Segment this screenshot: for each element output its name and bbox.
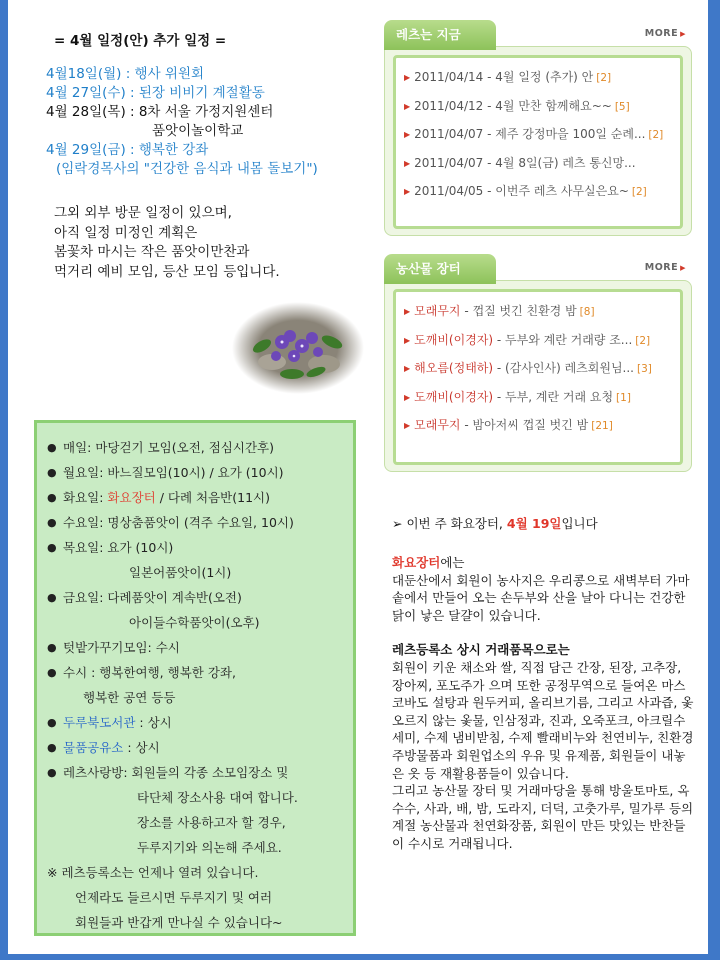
tuesday-market-label: 화요장터	[392, 555, 441, 570]
weekly-item: 아이들수학품앗이(오후)	[129, 615, 260, 630]
post-title: - 두부와 계란 거래량 조...	[493, 332, 633, 347]
comment-count: [2]	[596, 72, 612, 84]
author-name: 도깨비(이경자)	[414, 332, 494, 347]
weekly-label: : 상시	[123, 740, 160, 755]
weekly-item	[47, 735, 353, 760]
weekly-item: ● 매일: 마당걷기 모임(오전, 점심시간후)	[47, 435, 353, 460]
post-title: - 껍질 벗긴 친환경 밤	[460, 304, 577, 318]
paragraph-text: 그리고 농산물 장터 및 거래마당을 통해 방울토마토, 옥수수, 사과, 배, 밤, 도라지, 더덕, 고춧가루, 밀가루 등의 계절 농산물과 천연화장품, 회원이 만든 맛있는 반찬들이 수시로 거래됩니다.	[392, 783, 694, 851]
violet-flower-image	[232, 302, 364, 394]
author-name: 모래무지	[414, 304, 461, 318]
extra-line: 아직 일정 미정인 계획은	[54, 224, 198, 241]
post-link[interactable]	[404, 150, 680, 179]
author-name: 모래무지	[414, 418, 461, 432]
schedule-item: (임락경목사의 "건강한 음식과 내몸 돌보기")	[56, 161, 318, 177]
notice-prefix: ➢ 이번 주 화요장터,	[392, 516, 507, 531]
bullet-arrow-icon: ▶	[404, 364, 411, 373]
paragraph-text: 에는	[440, 555, 465, 570]
post-title: 2011/04/07 - 제주 강정마을 100일 순례...	[414, 127, 646, 141]
weekly-item: 타단체 장소사용 대여 합니다.	[137, 790, 298, 805]
farm-market-list	[393, 289, 683, 465]
schedule-title: = 4월 일정(안) 추가 일정 =	[54, 33, 227, 49]
library-link[interactable]: 두루북도서관	[63, 715, 136, 730]
paragraph-text: 회원이 키운 채소와 쌀, 직접 담근 간장, 된장, 고추장, 장아찌, 포도주가 으며 또한 공정무역으로 들여온 마스코바도 설탕과 원두커피, 올리브기름, 그리고 사과즙, 옻 오르지 않는 옻물, 인삼정과, 진과, 오죽포크, 아크릴수세미, 수제 냄비받침, 수제 빨래비누와 천연비누, 친환경 주방물품과 회원업소의 우유 및 유제품, 회원들이 내놓은 옷 등 재활용품들이 있습니다.	[392, 659, 694, 781]
lets-now-widget	[384, 20, 692, 236]
weekly-item: ● 금요일: 다례품앗이 계속반(오전)	[47, 585, 353, 610]
post-title: - 밤아저씨 껍질 벗긴 밤	[460, 418, 589, 432]
comment-count: [3]	[637, 363, 652, 375]
weekly-note: ※ 레츠등록소는 언제나 열려 있습니다.	[47, 865, 259, 880]
lets-now-tab[interactable]: 레츠는 지금	[384, 20, 496, 50]
weekly-item: 일본어품앗이(1시)	[129, 565, 232, 580]
trade-items-title: 레츠등록소 상시 거래품목으로는	[392, 642, 570, 658]
weekly-label: 화요일:	[63, 490, 108, 505]
weekly-schedule-box	[34, 420, 356, 936]
page	[8, 0, 708, 954]
bullet-arrow-icon: ▶	[404, 307, 411, 316]
author-name: 도깨비(이경자)	[414, 389, 494, 404]
schedule-item: 4월18일(월) : 행사 위원회	[46, 66, 205, 82]
post-title: - 두부, 계란 거래 요청	[493, 389, 614, 404]
schedule-item: 4월 27일(수) : 된장 비비기 계절활동	[46, 85, 265, 101]
comment-count: [21]	[591, 420, 613, 432]
more-link[interactable]: MORE ▶	[645, 262, 686, 273]
trade-items-paragraph	[392, 641, 696, 852]
bullet-arrow-icon: ▶	[404, 101, 411, 111]
farm-market-widget	[384, 254, 692, 472]
comment-count: [2]	[631, 186, 647, 198]
weekly-note: 언제라도 들르시면 두루지기 및 여러	[75, 890, 273, 905]
extra-plans	[54, 204, 374, 282]
weekly-item: 장소를 사용하고자 할 경우,	[137, 815, 286, 830]
bullet-arrow-icon: ▶	[404, 73, 411, 82]
farm-market-body	[384, 280, 692, 472]
weekly-item: ● 월요일: 바느질모임(10시) / 요가 (10시)	[47, 460, 353, 485]
comment-count: [1]	[616, 391, 631, 404]
weekly-item: ● 텃밭가꾸기모임: 수시	[47, 635, 353, 660]
market-post-link[interactable]	[404, 412, 680, 441]
weekly-item: ● 목요일: 요가 (10시)	[47, 535, 353, 560]
extra-line: 그외 외부 방문 일정이 있으며,	[54, 205, 232, 221]
bullet-arrow-icon: ▶	[404, 187, 411, 196]
weekly-item	[47, 710, 353, 735]
market-paragraph	[392, 554, 696, 624]
post-title: 2011/04/12 - 4월 만찬 함께해요~~	[414, 98, 612, 113]
weekly-item: ● 수시 : 행복한여행, 행복한 강좌,	[47, 660, 353, 685]
market-post-link[interactable]	[404, 327, 680, 356]
comment-count: [5]	[614, 100, 630, 113]
weekly-item: ● 수요일: 명상춤품앗이 (격주 수요일, 10시)	[47, 510, 353, 535]
comment-count: [2]	[648, 129, 664, 141]
weekly-item: 두루지기와 의논해 주세요.	[137, 840, 282, 855]
weekly-item: 행복한 공연 등등	[83, 690, 176, 705]
bullet-arrow-icon: ▶	[404, 158, 411, 168]
post-title: - (감사인사) 레츠회원님...	[493, 361, 634, 375]
market-post-link[interactable]	[404, 384, 680, 413]
paragraph-text: 대둔산에서 회원이 농사지은 우리콩으로 새벽부터 가마솥에서 만들어 오는 손두부와 산을 날아 다니는 건강한 닭이 낳은 달걀이 있습니다.	[392, 572, 690, 623]
post-title: 2011/04/14 - 4월 일정 (추가) 안	[414, 70, 594, 84]
comment-count: [2]	[635, 334, 651, 347]
bullet-arrow-icon: ▶	[404, 392, 411, 402]
market-post-link[interactable]	[404, 355, 680, 384]
extra-line: 봄꽃차 마시는 작은 품앗이만찬과	[54, 244, 250, 260]
weekly-label: / 다례 처음반(11시)	[155, 490, 270, 505]
schedule-block	[46, 32, 366, 179]
market-post-link[interactable]	[404, 298, 680, 327]
weekly-item: ● 레츠사랑방: 회원들의 각종 소모임장소 및	[47, 760, 353, 785]
post-link[interactable]	[404, 64, 680, 93]
tuesday-market-link[interactable]: 화요장터	[107, 490, 156, 505]
bullet-arrow-icon: ▶	[404, 130, 411, 139]
bullet-arrow-icon: ▶	[404, 421, 411, 430]
comment-count: [8]	[579, 306, 595, 318]
extra-line: 먹거리 예비 모임, 등산 모임 등입니다.	[54, 263, 280, 280]
author-name: 해오름(정태하)	[414, 361, 494, 375]
bullet-arrow-icon: ▶	[404, 335, 411, 345]
more-link[interactable]: MORE ▶	[645, 28, 686, 39]
schedule-item: 4월 28일(목) : 8차 서울 가정지원센터	[46, 104, 274, 120]
post-link[interactable]	[404, 93, 680, 122]
schedule-item: 4월 29일(금) : 행복한 강좌	[46, 142, 209, 158]
weekly-label: : 상시	[135, 715, 172, 730]
post-link[interactable]	[404, 178, 680, 207]
notice-date: 4월 19일	[506, 516, 562, 531]
sharing-store-link[interactable]: 물품공유소	[63, 740, 124, 755]
market-description	[392, 554, 696, 870]
farm-market-tab[interactable]: 농산물 장터	[384, 254, 496, 284]
schedule-item: 품앗이놀이학교	[152, 123, 244, 139]
notice-suffix: 입니다	[561, 516, 598, 531]
weekly-item	[47, 485, 353, 510]
weekly-note: 회원들과 반갑게 만나실 수 있습니다~	[75, 915, 283, 930]
post-title: 2011/04/05 - 이번주 레츠 사무실은요~	[414, 184, 629, 198]
post-link[interactable]	[404, 121, 680, 150]
lets-now-list	[393, 55, 683, 229]
post-title: 2011/04/07 - 4월 8일(금) 레츠 통신망...	[414, 155, 636, 170]
market-notice	[392, 514, 692, 532]
lets-now-body	[384, 46, 692, 236]
